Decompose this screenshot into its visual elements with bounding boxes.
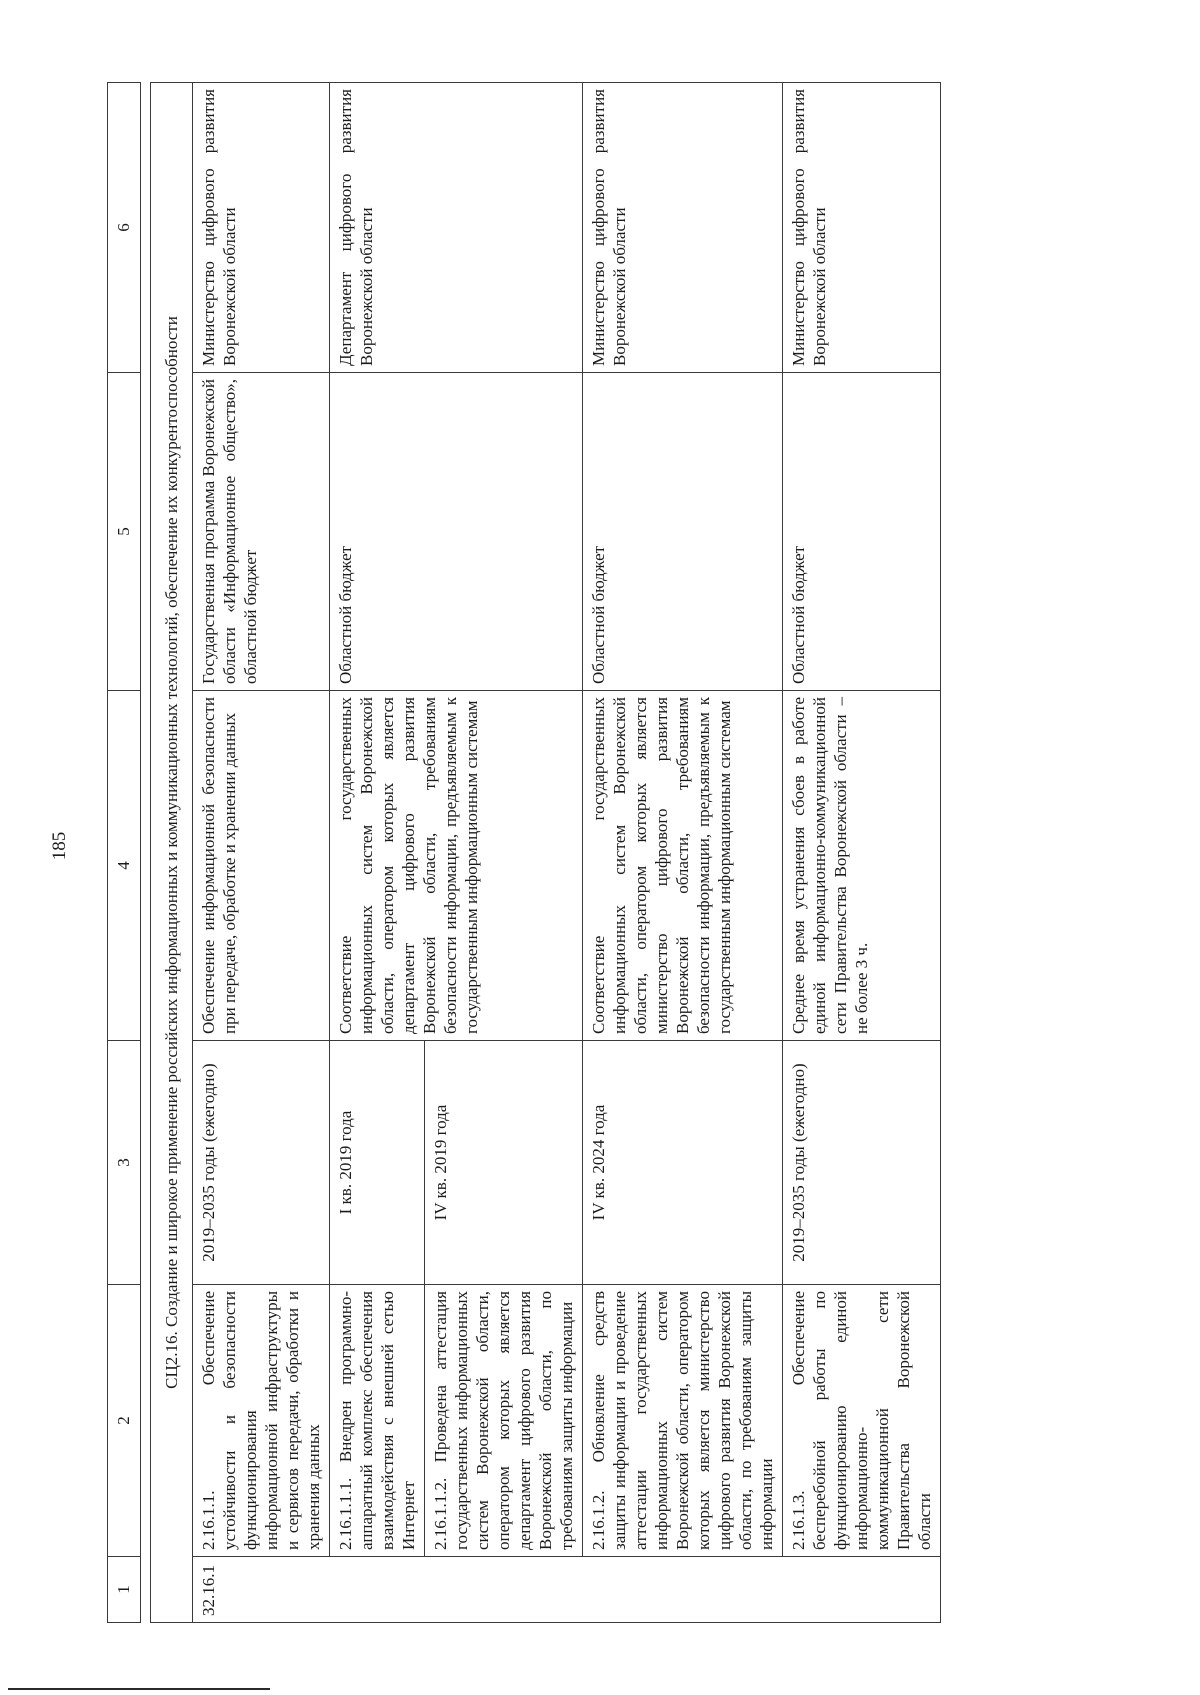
source-cell: Государственная программа Воронежской области «Информационное общество», областной бюджет (193, 373, 330, 691)
responsible-cell: Министерство цифрового развития Воронежской области (583, 83, 783, 373)
responsible-cell: Министерство цифрового развития Воронежской области (783, 83, 941, 373)
table-row (583, 83, 783, 1623)
section-title: СЦ2.16. Создание и широкое применение российских информационных и коммуникационных технологий, обеспечение их конкурентоспособности (151, 83, 193, 1623)
period-cell: I кв. 2019 года (330, 1041, 425, 1285)
column-number-row (108, 83, 141, 1623)
table-row (783, 83, 941, 1623)
period-cell: 2019–2035 годы (ежегодно) (193, 1041, 330, 1285)
action-plan-table (107, 82, 941, 1623)
task-cell: 2.16.1.1.1. Внедрен программно-аппаратный комплекс обеспечения взаимодействия с внешней сетью Интернет (330, 1285, 425, 1557)
indicator-cell: Соответствие государственных информационных систем Воронежской области, оператором которых является министерство цифрового развития Воронежской области, требованиям безопасности информации, предъявляемым к государственным информационным системам (583, 691, 783, 1041)
column-number: 4 (108, 691, 141, 1041)
responsible-cell: Министерство цифрового развития Воронежской области (193, 83, 330, 373)
column-number: 2 (108, 1285, 141, 1557)
task-cell: 2.16.1.1.2. Проведена аттестация государственных информационных систем Воронежской области, оператором которых является департамент цифрового развития Воронежской области, по требованиям защиты информации (425, 1285, 583, 1557)
source-cell: Областной бюджет (783, 373, 941, 691)
period-cell: IV кв. 2024 года (583, 1041, 783, 1285)
column-number: 1 (108, 1557, 141, 1623)
spacer-row (141, 83, 151, 1623)
task-cell: 2.16.1.3. Обеспечение бесперебойной работы по функционированию единой информационно-коммуникационной сети Правительства Воронежской области (783, 1285, 941, 1557)
column-number: 6 (108, 83, 141, 373)
indicator-cell: Соответствие государственных информационных систем Воронежской области, оператором которых является департамент цифрового развития Воронежской области, требованиям безопасности информации, предъявляемым к государственным информационным системам (330, 691, 583, 1041)
period-cell: 2019–2035 годы (ежегодно) (783, 1041, 941, 1285)
table-row (193, 83, 330, 1623)
column-number: 3 (108, 1041, 141, 1285)
source-cell: Областной бюджет (583, 373, 783, 691)
row-number: 32.16.1 (193, 1557, 941, 1623)
column-number: 5 (108, 373, 141, 691)
source-cell: Областной бюджет (330, 373, 583, 691)
task-cell: 2.16.1.1. Обеспечение устойчивости и безопасности функционирования информационной инфраструктуры и сервисов передачи, обработки и хранения данных (193, 1285, 330, 1557)
period-cell: IV кв. 2019 года (425, 1041, 583, 1285)
footnote-divider (8, 1688, 270, 1690)
responsible-cell: Департамент цифрового развития Воронежской области (330, 83, 583, 373)
indicator-cell: Среднее время устранения сбоев в работе единой информационно-коммуникационной сети Правительства Воронежской области – не более 3 ч. (783, 691, 941, 1041)
page-number: 185 (49, 831, 70, 861)
rotated-table-block (107, 83, 1087, 1623)
indicator-cell: Обеспечение информационной безопасности при передаче, обработке и хранении данных (193, 691, 330, 1041)
table-row (330, 83, 425, 1623)
section-row (151, 83, 193, 1623)
task-cell: 2.16.1.2. Обновление средств защиты информации и проведение аттестации государственных информационных систем Воронежской области, оператором которых является министерство цифрового развития Воронежской области, по требованиям защиты информации (583, 1285, 783, 1557)
